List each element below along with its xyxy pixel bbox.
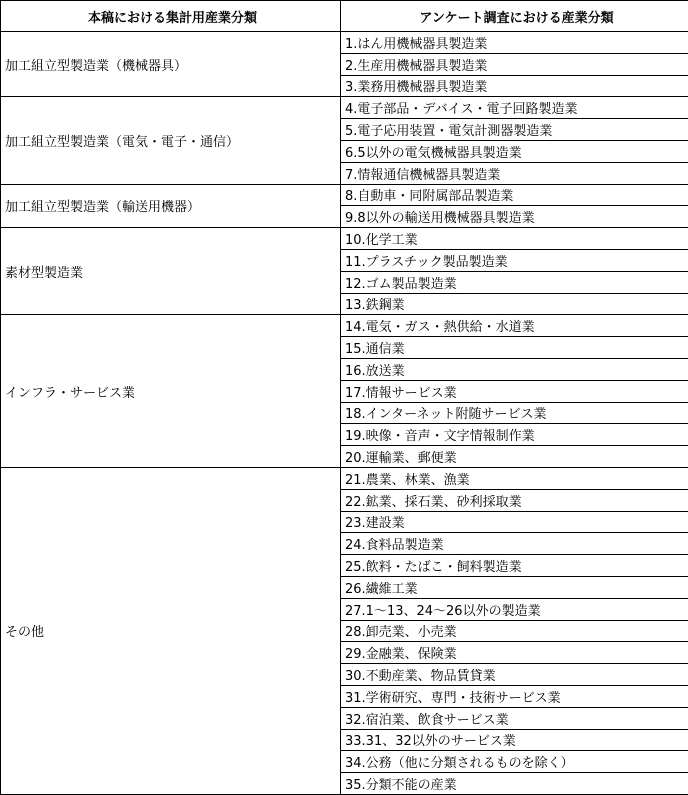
survey-category-cell: 19.映像・音声・文字情報制作業 [341,424,688,446]
aggregation-category-cell: 加工組立型製造業（輸送用機器） [1,184,341,228]
aggregation-category-cell: 素材型製造業 [1,228,341,315]
survey-category-cell: 12.ゴム製品製造業 [341,271,688,293]
table-row [1,467,688,489]
survey-category-cell: 32.宿泊業、飲食サービス業 [341,707,688,729]
aggregation-category-cell: その他 [1,467,341,794]
survey-category-cell: 21.農業、林業、漁業 [341,467,688,489]
header-survey-category: アンケート調査における産業分類 [341,1,688,32]
survey-category-cell: 9.8以外の輸送用機械器具製造業 [341,206,688,228]
survey-category-cell: 24.食料品製造業 [341,533,688,555]
survey-category-cell: 16.放送業 [341,358,688,380]
survey-category-cell: 29.金融業、保険業 [341,642,688,664]
survey-category-cell: 5.電子応用装置・電気計測器製造業 [341,119,688,141]
header-row [1,1,688,32]
survey-category-cell: 28.卸売業、小売業 [341,620,688,642]
survey-category-cell: 23.建設業 [341,511,688,533]
survey-category-cell: 2.生産用機械器具製造業 [341,53,688,75]
survey-category-cell: 10.化学工業 [341,228,688,250]
table-row [1,315,688,337]
survey-category-cell: 34.公務（他に分類されるものを除く） [341,751,688,773]
survey-category-cell: 3.業務用機械器具製造業 [341,75,688,97]
survey-category-cell: 22.鉱業、採石業、砂利採取業 [341,489,688,511]
table-row [1,184,688,206]
survey-category-cell: 1.はん用機械器具製造業 [341,32,688,54]
survey-category-cell: 35.分類不能の産業 [341,773,688,795]
survey-category-cell: 4.電子部品・デバイス・電子回路製造業 [341,97,688,119]
survey-category-cell: 17.情報サービス業 [341,380,688,402]
survey-category-cell: 11.プラスチック製品製造業 [341,249,688,271]
survey-category-cell: 6.5以外の電気機械器具製造業 [341,140,688,162]
table-row [1,228,688,250]
aggregation-category-cell: 加工組立型製造業（電気・電子・通信） [1,97,341,184]
survey-category-cell: 31.学術研究、専門・技術サービス業 [341,685,688,707]
survey-category-cell: 18.インターネット附随サービス業 [341,402,688,424]
survey-category-cell: 14.電気・ガス・熱供給・水道業 [341,315,688,337]
survey-category-cell: 20.運輸業、郵便業 [341,446,688,468]
survey-category-cell: 27.1～13、24～26以外の製造業 [341,598,688,620]
survey-category-cell: 33.31、32以外のサービス業 [341,729,688,751]
survey-category-cell: 30.不動産業、物品賃貸業 [341,664,688,686]
survey-category-cell: 26.繊維工業 [341,576,688,598]
aggregation-category-cell: 加工組立型製造業（機械器具） [1,32,341,97]
header-aggregation-category: 本稿における集計用産業分類 [1,1,341,32]
table-row [1,97,688,119]
aggregation-category-cell: インフラ・サービス業 [1,315,341,468]
survey-category-cell: 13.鉄鋼業 [341,293,688,315]
survey-category-cell: 7.情報通信機械器具製造業 [341,162,688,184]
survey-category-cell: 15.通信業 [341,337,688,359]
table-body [1,32,688,795]
survey-category-cell: 25.飲料・たばこ・飼料製造業 [341,555,688,577]
survey-category-cell: 8.自動車・同附属部品製造業 [341,184,688,206]
table-row [1,32,688,54]
